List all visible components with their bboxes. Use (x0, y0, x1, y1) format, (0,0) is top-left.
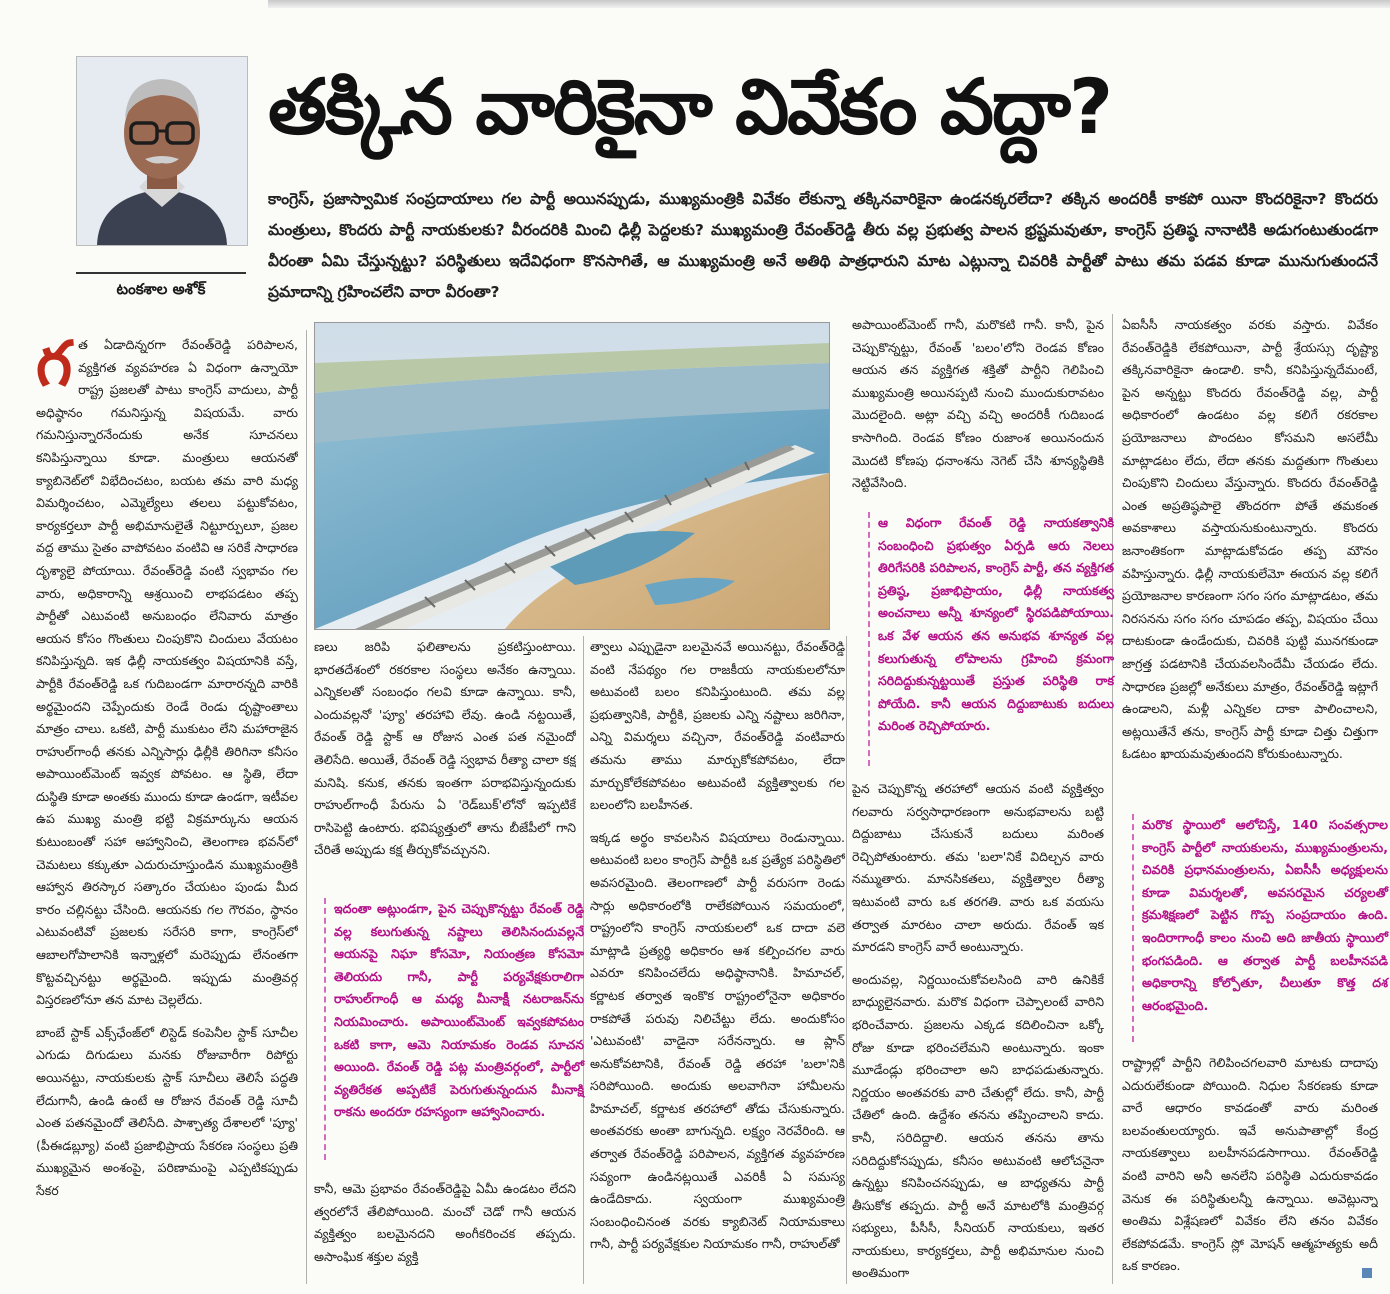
author-photo (76, 56, 248, 246)
article-column-4-top (852, 314, 1104, 510)
article-paragraph: బాంబే స్టాక్ ఎక్స్‌ఛేంజ్‌లో లిస్టెడ్ కంపెనీల స్టాక్ సూచీల ఎగుడు దిగుడులు మనకు రోజువారీగా రిపోర్టు అయినట్టు, నాయకులకు స్టాక్ సూచీలు తెలిసే పద్ధతి లేదుగానీ, ఉండి ఉంటే ఆ రోజున రేవంత్ రెడ్డి సూచీ ఎంత పతనమైందో తెలిసేది. పాశ్చాత్య దేశాలలో 'ప్యూ' (పీఈడబ్ల్యూ) వంటి ప్రజాభిప్రాయ సేకరణ సంస్థలు ప్రతి ముఖ్యమైన అంశంపై, పరిణామంపై ఎప్పటికప్పుడు సేకర (36, 1024, 298, 1198)
pull-quote: ఆ విధంగా రేవంత్ రెడ్డి నాయకత్వానికి సంబంధించి ప్రభుత్వం ఏర్పడి ఆరు నెలలు తిరిగేసరికి పరిపాలన, కాంగ్రెస్ పార్టీ, తన వ్యక్తిగత ప్రతిష్ఠ, ప్రజాభిప్రాయం, ఢిల్లీ నాయకత్వ అంచనాలు అన్నీ శూన్యంలో స్థిరపడిపోయాయి. ఒక వేళ ఆయన తన అనుభవ శూన్యత వల్ల కలుగుతున్న లోపాలను గ్రహించి క్రమంగా సరిదిద్దుకున్నట్టయితే ప్రస్తుత పరిస్థితి రాక పోయేది. కానీ ఆయన దిద్దుబాటుకు బదులు మరింత రెచ్చిపోయారు. (868, 512, 1114, 766)
author-portrait-icon (77, 57, 247, 245)
article-paragraph: రాష్ట్రాల్లో పార్టీని గెలిపించగలవారి మాటకు దాదాపు ఎదురులేకుండా పోయింది. నిధుల సేకరణకు కూడా వారే ఆధారం కావడంతో వారు మరింత బలవంతులయ్యారు. ఇవే అనుపాతాల్లో కేంద్ర నాయకత్వాలు బలహీనపడసాగాయి. రేవంత్‌రెడ్డి వంటి వారిని అనీ అనలేని పరిస్థితి ఎదురుకావడం వెనుక ఈ పరిస్థితులన్నీ ఉన్నాయి. అవెట్లున్నా అంతిమ విశ్లేషణలో వివేకం లేని తనం వివేకం లేకపోవడమే. కాంగ్రెస్ స్లో మోషన్ ఆత్మహత్యకు అదీ ఒక కారణం. (1122, 1055, 1378, 1274)
article-paragraph: ఇక్కడ అర్థం కావలసిన విషయాలు రెండున్నాయి. అటువంటి బలం కాంగ్రెస్ పార్టీకి ఒక ప్రత్యేక పరిస్థితిలో అవసరమైంది. తెలంగాణలో పార్టీ వరుసగా రెండు సార్లు అధికారంలోకి రాలేకపోయిన సమయంలో, రాష్ట్రంలోని కాంగ్రెస్ నాయకులలో ఒక దాదా వలె మాట్లాడి ప్రత్యర్థి అధికారం ఆశ కల్పించగల వారు ఎవరూ కనిపించలేదు అధిష్ఠానానికి. హిమాచల్, కర్ణాటక తర్వాత ఇంకొక రాష్ట్రంలోనైనా అధికారం రాకపోతే పరువు నిలిచేట్టు లేదు. అందుకోసం 'ఎటువంటి' వాడైనా సరేనన్నారు. ఆ ప్లాన్ అనుకోవటానికి, రేవంత్ రెడ్డి తరహా 'బలా'నికి సరిపోయింది. అందుకు అలవాగినా హామీలను హిమాచల్, కర్ణాటక తరహాలో తోడు చేసుకున్నారు. అంతవరకు అంతా బాగున్నది. లక్ష్యం నెరవేరింది. ఆ తర్వాత రేవంత్‌రెడ్డి పరిపాలన, వ్యక్తిగత వ్యవహరణ సవ్యంగా ఉండినట్లయితే ఎవరికీ ఏ సమస్య ఉండేదికాదు. స్వయంగా ముఖ్యమంత్రి సంబంధించినంత వరకు క్యాబినెట్ నియామకాలు గానీ, పార్టీ పర్యవేక్షకుల నియామకం గానీ, రాహుల్‌తో (590, 829, 845, 1252)
article-column-3 (590, 636, 845, 1284)
dropcap: గ (36, 334, 73, 400)
article-column-1 (36, 334, 298, 1284)
column-rule (846, 636, 847, 1284)
article-column-4-bottom (852, 778, 1104, 1284)
barrage-photo (314, 322, 830, 630)
article-headline: తక్కిన వారికైనా వివేకం వద్దా? (268, 62, 1112, 151)
top-rule (268, 0, 1390, 8)
column-rule (306, 330, 307, 1284)
article-column-2-top (314, 636, 576, 884)
article-column-2-bottom (314, 1178, 576, 1284)
column-rule (1112, 314, 1113, 1284)
article-paragraph: ణలు జరిపి ఫలితాలను ప్రకటిస్తుంటాయి. భారతదేశంలో రకరకాల సంస్థలు అనేకం ఉన్నాయి. ఎన్నికలతో సంబంధం గలవి కూడా ఉన్నాయి. కానీ, ఎందువల్లనో 'ప్యూ' తరహావి లేవు. ఉండి నట్టయితే, రేవంత్ రెడ్డి స్టాక్ ఆ రోజున ఎంత పత నమైందో తెలిసేది. అయితే, రేవంత్ రెడ్డి స్వభావ రీత్యా చాలా కక్ష మనిషి. కనుక, తనకు ఇంతగా పరాభవిస్తున్నందుకు రాహుల్‌గాంధీ పేరును ఏ 'రెడ్‌బుక్‌'లోనో ఇప్పటికే రాసిపెట్టి ఉంటారు. భవిష్యత్తులో తాను బీజేపీలో గాని చేరితే అప్పుడు కక్ష తీర్చుకోవచ్చునని. (314, 639, 576, 858)
pull-quote: మరొక స్థాయిలో ఆలోచిస్తే, 140 సంవత్సరాల కాంగ్రెస్ పార్టీలో నాయకులను, ముఖ్యమంత్రులను, చివరికి ప్రధానమంత్రులను, ఏఐసీసీ అధ్యక్షులను కూడా విమర్శలతో, అవసరమైన చర్యలతో క్రమశిక్షణలో పెట్టిన గొప్ప సంప్రదాయం ఉంది. ఇందిరాగాంధీ కాలం నుంచి అది జాతీయ స్థాయిలో భంగపడింది. ఆ తర్వాత పార్టీ బలహీనపడి అధికారాన్ని కోల్పోతూ, చీలుతూ కొత్త దశ ఆరంభమైంది. (1132, 814, 1388, 1042)
article-paragraph: అపాయింట్‌మెంట్ గానీ, మరొకటి గానీ. కానీ, పైన చెప్పుకొన్నట్టు, రేవంత్ 'బలం'లోని రెండవ కోణం ఆయన తన వ్యక్తిగత శక్తితో పార్టీని గెలిపించి ముఖ్యమంత్రి అయినప్పటి నుంచి ముందుకురావటం మొదలైంది. అట్లా వచ్చి వచ్చి అందరికీ గుదిబండ కాసాగింది. రెండవ కోణం రుజాంశ అయినందున మొదటి కోణపు ధనాంశను నెగెట్ చేసి శూన్యస్థితికి నెట్టివేసింది. (852, 317, 1104, 491)
article-paragraph: గత ఏడాదిన్నరగా రేవంత్‌రెడ్డి పరిపాలన, వ్యక్తిగత వ్యవహరణ ఏ విధంగా ఉన్నాయో రాష్ట్ర ప్రజలతో పాటు కాంగ్రెస్ వాదులు, పార్టీ అధిష్ఠానం గమనిస్తున్న విషయమే. వారు గమనిస్తున్నారనేందుకు అనేక సూచనలు కనిపిస్తున్నాయి కూడా. మంత్రులు ఆయనతో క్యాబినెట్‌లో విభేదించటం, బయట తమ వారి మధ్య విమర్శించటం, ఎమ్మెల్యేలు తలలు పట్టుకోవటం, కార్యకర్తలూ పార్టీ అభిమానులైతే నిట్టూర్పులూ, ప్రజల వద్ద తాము సైతం వాపోవటం వంటివి ఆ సరికే సాధారణ దృశ్యాలై పోయాయి. రేవంత్‌రెడ్డి వంటి స్వభావం గల వారు, అధికారాన్ని ఆశ్రయించి లాభపడటం తప్ప పార్టీతో ఎటువంటి అనుబంధం లేనివారు మాత్రం ఆయన కోసం గొంతులు చింపుకొని చిందులు వేయటం కనిపిస్తున్నది. ఇక ఢిల్లీ నాయకత్వం విషయానికి వస్తే, పార్టీకి రేవంత్‌రెడ్డి ఒక గుదిబండగా మారారన్నది వారికి అర్థమైందని చెప్పేందుకు రెండే రెండు దృష్టాంతాలు మాత్రం చాలు. ఒకటి, పార్టీ ముకుటం లేని మహారాజైన రాహుల్‌గాంధీ తనకు ఎన్నిసార్లు ఢిల్లీకి తిరిగినా కనీసం అపాయింట్‌మెంట్ ఇవ్వక పోవటం. ఆ స్థితి, లేదా దుస్థితి కూడా అంతకు ముందు కూడా ఉండగా, ఇటీవల ఉప ముఖ్య మంత్రి భట్టి విక్రమార్కును ఆయన కుటుంబంతో సహా ఆహ్వానించి, తెలంగాణ భవన్‌లో చెమటలు కక్కుతూ ఎదురుచూస్తుండిన ముఖ్యమంత్రికి ఆహ్వాన తిరస్కార సత్కారం చేయటం పుండు మీద కారం చల్లినట్టు చేసింది. ఆయనకు గల గౌరవం, స్థానం ఎటువంటివో ప్రజలకు సరేసరి కాగా, కాంగ్రెస్‌లో ఆబాలగోపాలానికి ఇన్నాళ్లలో మరెప్పుడు లేనంతగా కొట్టవచ్చినట్టు అర్థమైంది. ఇప్పుడు మంత్రివర్గ విస్తరణలోనూ తన మాట చెల్లలేదు. (36, 334, 298, 1008)
article-subhead: కాంగ్రెస్, ప్రజాస్వామిక సంప్రదాయాలు గల పార్టీ అయినప్పుడు, ముఖ్యమంత్రికి వివేకం లేకున్నా తక్కినవారికైనా ఉండనక్కరలేదా? తక్కిన అందరికీ కాకపో యినా కొందరికైనా? కొందరు మంత్రులు, కొందరు పార్టీ నాయకులకు? వీరందరికి మించి ఢిల్లీ పెద్దలకు? ముఖ్యమంత్రి రేవంత్‌రెడ్డి తీరు వల్ల ప్రభుత్వ పాలన భ్రష్టమవుతూ, కాంగ్రెస్ ప్రతిష్ఠ నానాటికి అడుగంటుతుండగా వీరంతా ఏమి చేస్తున్నట్టు? పరిస్థితులు ఇదేవిధంగా కొనసాగితే, ఆ ముఖ్యమంత్రి అనే అతిథి పాత్రధారుని మాట ఎట్లున్నా చివరికి పార్టీతో పాటు తమ పడవ కూడా మునుగుతుందనే ప్రమాదాన్ని గ్రహించలేని వారా వీరంతా? (268, 190, 1378, 301)
barrage-image-icon (315, 323, 829, 629)
article-end-square-icon (1362, 1268, 1372, 1278)
pull-quote: ఇదంతా అట్లుండగా, పైన చెప్పుకొన్నట్టు రేవంత్ రెడ్డి వల్ల కలుగుతున్న నష్టాలు తెలిసినందువల్లనే ఆయనపై నిఘా కోసమో, నియంత్రణ కోసమో తెలియదు గానీ, పార్టీ పర్యవేక్షకురాలిగా రాహుల్‌గాంధీ ఆ మధ్య మీనాక్షీ నటరాజన్‌ను నియమించారు. అపాయింట్‌మెంట్ ఇవ్వకపోవటం ఒకటి కాగా, ఆమె నియామకం రెండవ సూచన అయింది. రేవంత్ రెడ్డి పట్ల మంత్రివర్గంలో, పార్టీలో వ్యతిరేకత అప్పటికే పెరుగుతున్నందున మీనాక్షి రాకను అందరూ రహస్యంగా ఆహ్వానించారు. (324, 898, 584, 1160)
article-paragraph: పైన చెప్పుకొన్న తరహాలో ఆయన వంటి వ్యక్తిత్వం గలవారు సర్వసాధారణంగా అనుభవాలను బట్టి దిద్దుబాటు చేసుకునే బదులు మరింత రెచ్చిపోతుంటారు. తమ 'బలా'నికే విదిల్చన వారు నమ్ముతారు. మానసికతలు, వ్యక్తిత్వాల రీత్యా ఇటువంటి వారు ఒక తరగతి. వారు ఒక వయసు తర్వాత మారటం చాలా అరుదు. రేవంత్ ఇక మారడని కాంగ్రెస్ వారే అంటున్నారు. (852, 781, 1104, 955)
article-paragraph: కానీ, ఆమె ప్రభావం రేవంత్‌రెడ్డిపై ఏమీ ఉండటం లేదని త్వరలోనే తేలిపోయింది. మంచో చెడో గానీ ఆయన వ్యక్తిత్వం బలమైనదని అంగీకరించక తప్పదు. అసాంఘిక శక్తుల వ్యక్తి (314, 1181, 576, 1264)
article-paragraph: ఏఐసీసీ నాయకత్వం వరకు వస్తారు. వివేకం రేవంత్‌రెడ్డికి లేకపోయినా, పార్టీ శ్రేయస్సు దృష్ట్యా తక్కినవారికైనా ఉండాలి. కానీ, కనిపిస్తున్నదేమంటే, పైన అన్నట్టు కొందరు రేవంత్‌రెడ్డి వల్ల, పార్టీ అధికారంలో ఉండటం వల్ల కలిగే రకరకాల ప్రయోజనాలు పొందటం కోసమని అసలేమీ మాట్లాడటం లేదు, లేదా తనకు మద్దతుగా గొంతులు చింపుకొని చిందులు వేస్తున్నారు. కొందరు రేవంత్‌రెడ్డి ఎంత అప్రతిష్ఠపాలై తొందరగా పోతే తమకంత అవకాశాలు వస్తాయనుకుంటున్నారు. కొందరు జనాంతికంగా మాట్లాడుకోవడం తప్ప మౌనం వహిస్తున్నారు. ఢిల్లీ నాయకులేమో ఈయన వల్ల కలిగే ప్రయోజనాల కారణంగా సగం సగం మాట్లాడటం, తమ నిరసనను సగం సగం చూపడం తప్ప, విషయం చేయి దాటకుండా ఉండేందుకు, చివరికి పుట్టి మునగకుండా జాగ్రత్త పడటానికి చేయవలసిందేమీ చేయడం లేదు. సాధారణ ప్రజల్లో అనేకులు మాత్రం, రేవంత్‌రెడ్డి ఇట్లాగే ఉండాలని, మళ్లీ ఎన్నికల దాకా పాలించాలని, అట్లయితేనే తను, కాంగ్రెస్ పార్టీ కూడా చిత్తు చిత్తుగా ఓడటం ఖాయమవుతుందని కోరుకుంటున్నారు. (1122, 317, 1378, 762)
article-paragraph: అందువల్ల, నిర్ణయించుకోవలసింది వారి ఉనికికే బాధ్యులైనవారు. మరొక విధంగా చెప్పాలంటే వారిని భరించేవారు. ప్రజలను ఎక్కడ కదిలించినా ఒక్కో రోజు కూడా భరించలేమని అంటున్నారు. ఇంకా మూడేండ్లు భరించాలా అని బాధపడుతున్నారు. నిర్ణయం అంతవరకు వారి చేతుల్లో లేదు. కానీ, పార్టీ చేతిలో ఉంది. ఉద్దేశం తనను తప్పించాలని కాదు. కానీ, సరిదిద్దాలి. ఆయన తనను తాను సరిదిద్దుకోనప్పుడు, కనీసం అటువంటి ఆలోచనైనా ఉన్నట్టు కనిపించనప్పుడు, ఆ బాధ్యతను పార్టీ తీసుకోక తప్పదు. పార్టీ అనే మాటలోకి మంత్రివర్గ సభ్యులు, పీసీసీ, సీనియర్ నాయకులు, ఇతర నాయకులు, కార్యకర్తలు, పార్టీ అభిమానుల నుంచి అంతిమంగా (852, 971, 1104, 1281)
article-column-5-bottom (1122, 1052, 1378, 1284)
article-paragraph: త్వాలు ఎప్పుడైనా బలమైనవే అయినట్టు, రేవంత్‌రెడ్డి వంటి నేపథ్యం గల రాజకీయ నాయకులలోనూ అటువంటి బలం కనిపిస్తుంటుంది. తమ వల్ల ప్రభుత్వానికి, పార్టీకి, ప్రజలకు ఎన్ని నష్టాలు జరిగినా, ఎన్ని విమర్శలు వచ్చినా, రేవంత్‌రెడ్డి వంటివారు తమను తాము మార్చుకోకపోవటం, లేదా మార్చుకోలేకపోవటం అటువంటి వ్యక్తిత్వాలకు గల బలంలోని బలహీనత. (590, 639, 845, 813)
article-column-5-top (1122, 314, 1378, 800)
author-byline: టంకశాల అశోక్ (76, 272, 246, 302)
